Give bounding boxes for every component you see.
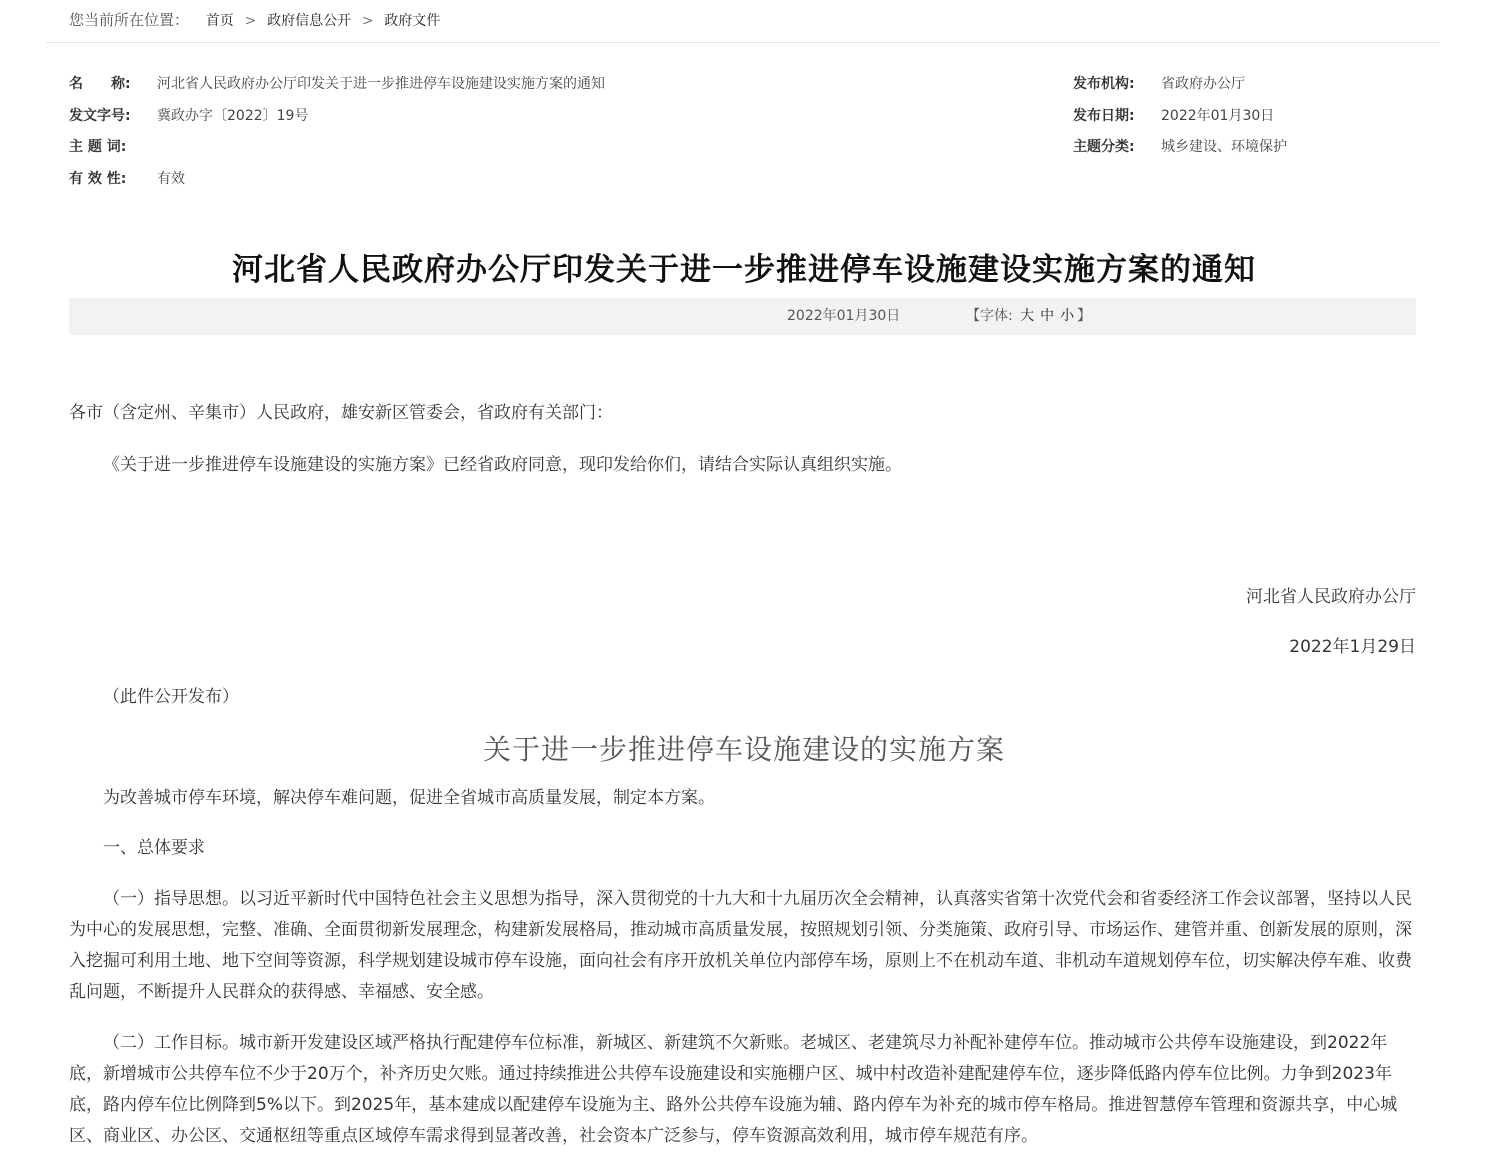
plan-subtitle: 关于进一步推进停车设施建设的实施方案	[482, 733, 1005, 766]
font-size-prefix: 【字体:	[966, 308, 1013, 324]
meta-date-value: 2022年01月30日	[1161, 108, 1275, 124]
signature: 河北省人民政府办公厅	[1246, 587, 1416, 607]
meta-category-label: 主题分类:	[1073, 139, 1135, 155]
breadcrumb-separator: >	[244, 13, 257, 29]
sign-date: 2022年1月29日	[1289, 637, 1416, 657]
font-size-suffix: 】	[1077, 308, 1092, 324]
meta-docno-label: 发文字号:	[69, 108, 131, 124]
guiding-thought-paragraph: （一）指导思想。以习近平新时代中国特色社会主义思想为指导，深入贯彻党的十九大和十九届历次全会精神，认真落实省第十次党代会和省委经济工作会议部署，坚持以人民为中心的发展思想，完整、准确、全面贯彻新发展理念，构建新发展格局，推动城市高质量发展，按照规划引领、分类施策、政府引导、市场运作、建管并重、创新发展的原则，深入挖掘可利用土地、地下空间等资源，科学规划建设城市停车设施，面向社会有序开放机关单位内部停车场，原则上不在机动车道、非机动车道规划停车位，切实解决停车难、收费乱问题，不断提升人民群众的获得感、幸福感、安全感。	[69, 889, 1412, 1002]
font-size-medium-button[interactable]: 中	[1040, 308, 1055, 324]
meta-keywords-label: 主 题 词:	[69, 139, 127, 155]
meta-issuer-label: 发布机构:	[1073, 76, 1135, 92]
meta-name-row	[69, 73, 605, 95]
breadcrumb-divider	[46, 42, 1440, 43]
font-size-small-button[interactable]: 小	[1060, 308, 1075, 324]
document-info-bar	[69, 298, 1416, 335]
document-title: 河北省人民政府办公厅印发关于进一步推进停车设施建设实施方案的通知	[232, 252, 1256, 288]
meta-docno-value: 冀政办字〔2022〕19号	[157, 108, 309, 124]
meta-keywords-row	[69, 136, 157, 158]
meta-name-label: 名 称:	[69, 76, 131, 92]
publish-note: （此件公开发布）	[103, 687, 239, 707]
font-size-large-button[interactable]: 大	[1020, 308, 1035, 324]
breadcrumb-home-link[interactable]: 首页	[205, 13, 234, 29]
meta-validity-value: 有效	[157, 171, 185, 187]
meta-category-row	[1073, 136, 1287, 158]
meta-category-value: 城乡建设、环境保护	[1161, 139, 1287, 155]
meta-name-value: 河北省人民政府办公厅印发关于进一步推进停车设施建设实施方案的通知	[157, 76, 605, 92]
meta-date-label: 发布日期:	[1073, 108, 1135, 124]
intro-paragraph: 《关于进一步推进停车设施建设的实施方案》已经省政府同意，现印发给你们，请结合实际认真组织实施。	[103, 455, 902, 475]
meta-validity-row	[69, 168, 185, 190]
meta-docno-row	[69, 105, 308, 127]
breadcrumb-gov-info-link[interactable]: 政府信息公开	[267, 13, 352, 29]
meta-date-row	[1073, 105, 1274, 127]
meta-issuer-row	[1073, 73, 1245, 95]
breadcrumb	[69, 8, 440, 32]
document-date: 2022年01月30日	[787, 308, 901, 324]
salutation: 各市（含定州、辛集市）人民政府，雄安新区管委会，省政府有关部门：	[69, 403, 613, 423]
breadcrumb-separator: >	[361, 13, 374, 29]
font-size-control	[966, 298, 1091, 335]
meta-validity-label: 有 效 性:	[69, 171, 127, 187]
breadcrumb-prefix: 您当前所在位置：	[69, 11, 190, 29]
meta-issuer-value: 省政府办公厅	[1161, 76, 1245, 92]
purpose-paragraph: 为改善城市停车环境，解决停车难问题，促进全省城市高质量发展，制定本方案。	[103, 788, 715, 808]
section-heading: 一、总体要求	[103, 838, 205, 858]
breadcrumb-gov-docs-link[interactable]: 政府文件	[384, 13, 441, 29]
work-goals-paragraph: （二）工作目标。城市新开发建设区域严格执行配建停车位标准，新城区、新建筑不欠新账。老城区、老建筑尽力补配补建停车位。推动城市公共停车设施建设，到2022年底，新增城市公共停车位不少于20万个，补齐历史欠账。通过持续推进公共停车设施建设和实施棚户区、城中村改造补建配建停车位，逐步降低路内停车位比例。力争到2023年底，路内停车位比例降到5%以下。到2025年，基本建成以配建停车设施为主、路外公共停车设施为辅、路内停车为补充的城市停车格局。推进智慧停车管理和资源共享，中心城区、商业区、办公区、交通枢纽等重点区域停车需求得到显著改善，社会资本广泛参与，停车资源高效利用，城市停车规范有序。	[69, 1033, 1398, 1146]
